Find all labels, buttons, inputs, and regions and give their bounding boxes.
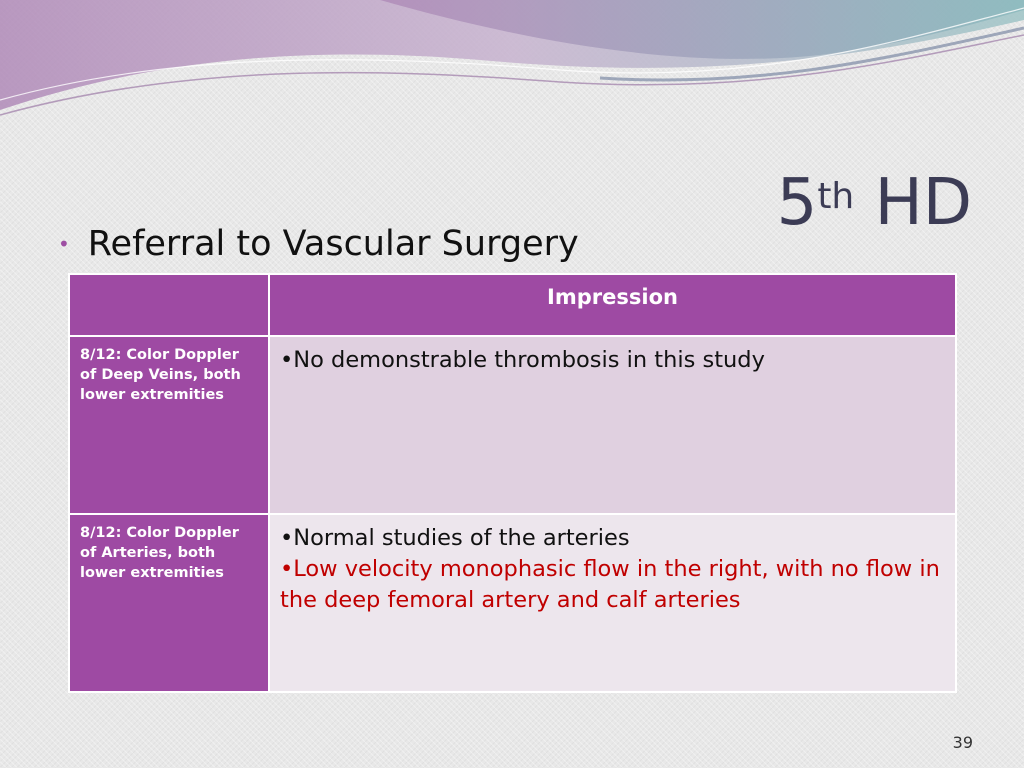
page-number: 39 bbox=[952, 733, 973, 752]
header-impression: Impression bbox=[269, 274, 956, 336]
table-header-row bbox=[69, 274, 956, 336]
impression-item-text: No demonstrable thrombosis in this study bbox=[293, 347, 765, 373]
impression-item-text: Low velocity monophasic flow in the right, with no flow in the deep femoral artery and calf arteries bbox=[280, 556, 940, 613]
impression-item: •No demonstrable thrombosis in this study bbox=[280, 347, 765, 373]
table-row bbox=[69, 514, 956, 692]
impression-item: •Normal studies of the arteries bbox=[280, 525, 630, 551]
title-number: 5 bbox=[776, 165, 818, 240]
bullet-text: Referral to Vascular Surgery bbox=[87, 224, 579, 264]
slide-title bbox=[776, 165, 972, 240]
table-row bbox=[69, 336, 956, 514]
impression-table bbox=[68, 273, 957, 693]
row-label: 8/12: Color Doppler of Arteries, both lower extremities bbox=[69, 514, 269, 692]
impression-cell bbox=[269, 514, 956, 692]
title-rest: HD bbox=[854, 165, 972, 240]
bullet-item bbox=[58, 224, 579, 264]
row-label: 8/12: Color Doppler of Deep Veins, both lower extremities bbox=[69, 336, 269, 514]
header-empty-cell bbox=[69, 274, 269, 336]
bullet-icon: • bbox=[58, 232, 70, 256]
decorative-waves bbox=[0, 0, 1024, 130]
impression-item-text: Normal studies of the arteries bbox=[293, 525, 630, 551]
title-superscript: th bbox=[817, 175, 855, 217]
impression-item-highlight: •Low velocity monophasic flow in the right, with no flow in the deep femoral artery and calf arteries bbox=[280, 556, 940, 613]
impression-cell bbox=[269, 336, 956, 514]
